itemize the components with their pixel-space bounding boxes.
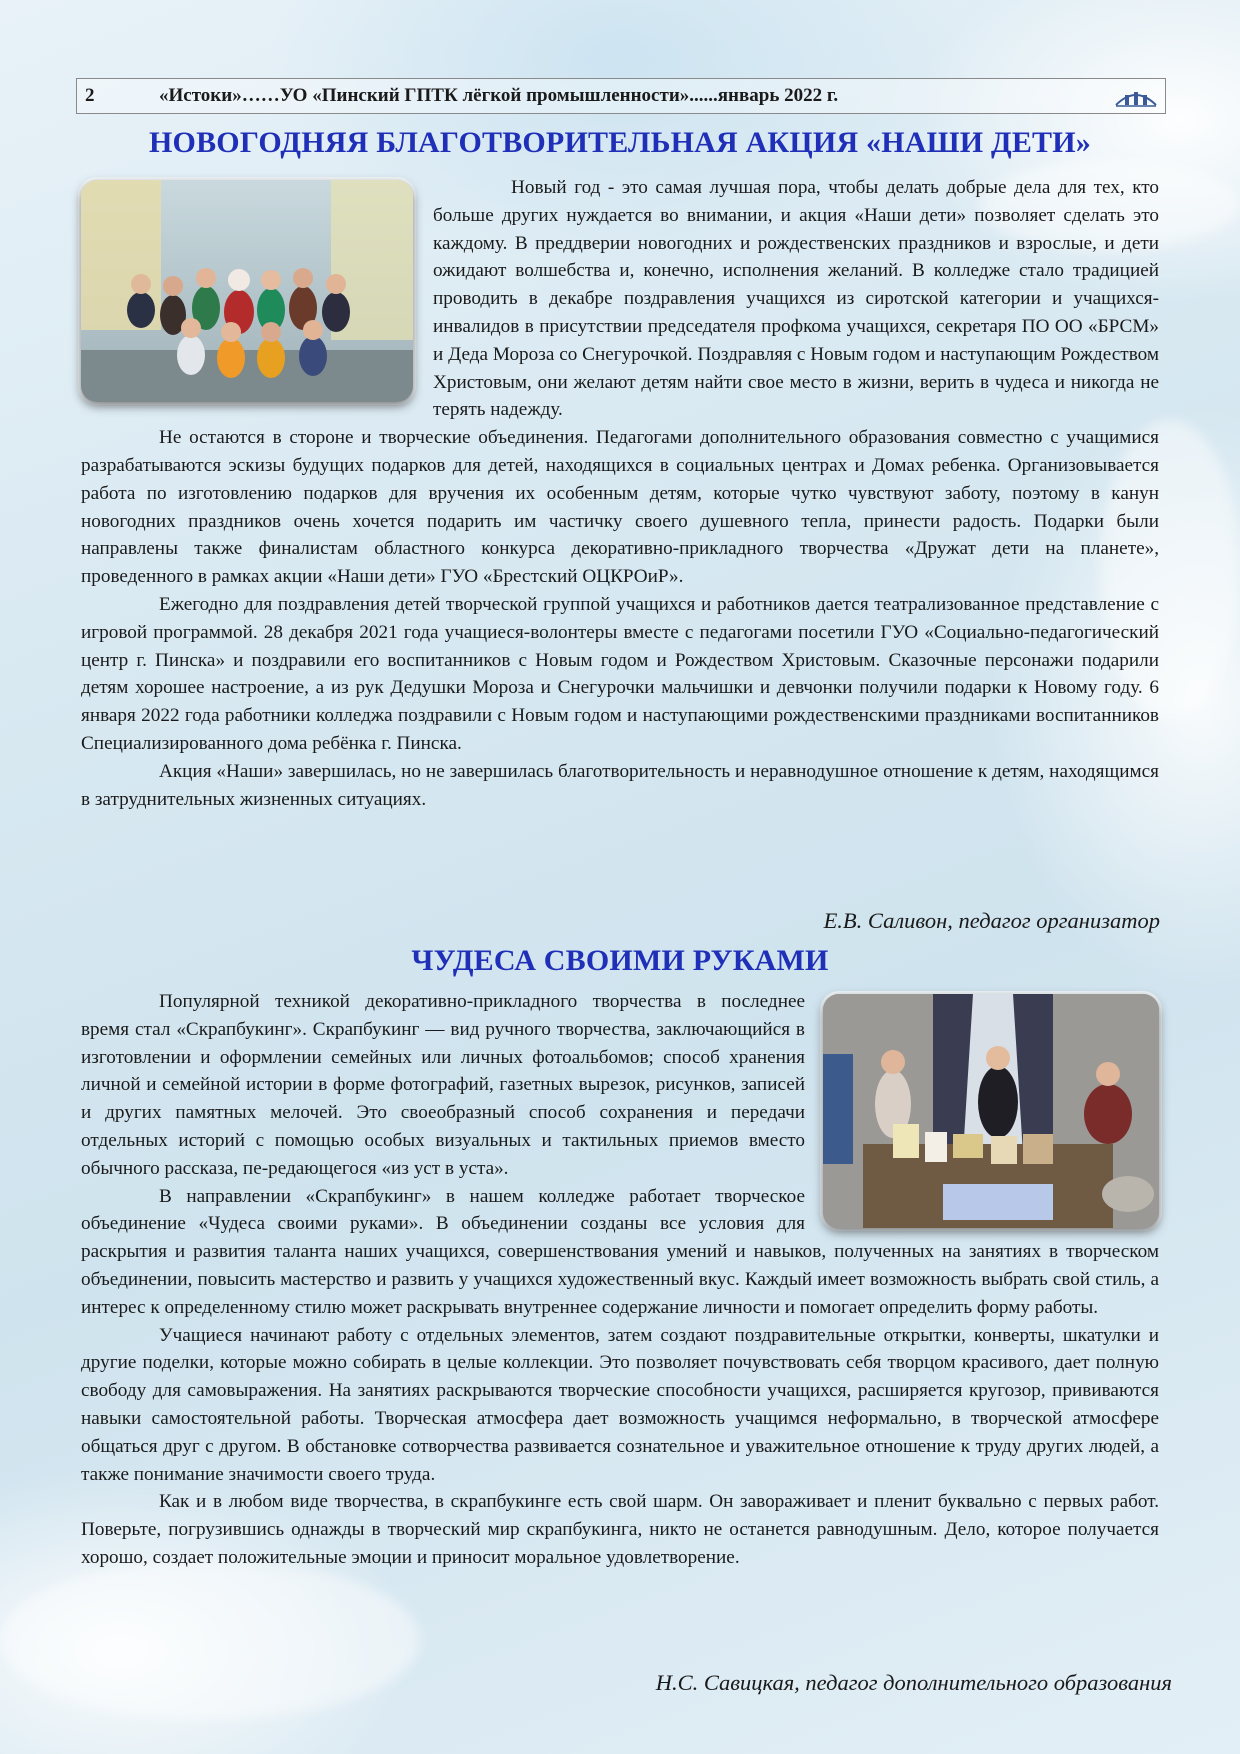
college-logo-icon — [1113, 83, 1159, 109]
article1-paragraph: Ежегодно для поздравления детей творческой группой учащихся и работников дается театрализованное представление с игровой программой. 28 декабря 2021 года учащиеся-волонтеры вместе с педагогами посетили ГУО «Социально-педагогический центр г. Пинска» и поздравили его воспитанников с Новым годом и Рождеством Христовым. Сказочные персонажи подарили детям хорошее настроение, а из рук Дедушки Мороза и Снегурочки мальчишки и девчонки получили подарки к Новому году. 6 января 2022 года работники колледжа поздравили с Новым годом и наступающими рождественскими праздниками воспитанников Специализированного дома ребёнка г. Пинска. — [81, 593, 1159, 754]
article2-body — [81, 988, 1159, 1572]
page-header — [76, 78, 1166, 114]
article2-paragraph: Учащиеся начинают работу с отдельных элементов, затем создают поздравительные открытки, конверты, шкатулки и другие поделки, которые можно собирать в целые коллекции. Это позволяет почувствовать себя творцом красивого, дает полную свободу для самовыражения. На занятиях раскрываются творческие способности учащихся, расширяется кругозор, прививаются навыки самостоятельной работы. Творческая атмосфера дает возможность учащимся неформально, в творческой атмосфере общаться друг с другом. В обстановке сотворчества развивается сознательное и уважительное отношение к труду других людей, а также понимание значимости своего труда. — [81, 1324, 1159, 1485]
article1-body — [81, 174, 1159, 813]
article2-paragraph: Как и в любом виде творчества, в скрапбукинге есть свой шарм. Он завораживает и пленит буквально с первых работ. Поверьте, погрузившись однажды в творческий мир скрапбукинга, никто не останется равнодушным. Дело, которое получается хорошо, создает положительные эмоции и приносит моральное удовлетворение. — [81, 1491, 1159, 1568]
header-text: «Истоки»……УО «Пинский ГПТК лёгкой промышленности»......январь 2022 г. — [159, 85, 839, 106]
article1-paragraph: Новый год - это самая лучшая пора, чтобы делать добрые дела для тех, кто больше других нуждается во внимании, и акция «Наши дети» позволяет сделать это каждому. В преддверии новогодних и рождественских праздников и взрослые, и дети ожидают волшебства и, конечно, исполнения желаний. В колледже стало традицией проводить в декабре поздравления учащихся из сиротской категории и учащихся-инвалидов в присутствии председателя профкома учащихся, секретаря ПО ОО «БРСМ» и Деда Мороза со Снегурочкой. Поздравляя с Новым годом и наступающим Рождеством Христовым, они желают детям найти свое место в жизни, верить в чудеса и никогда не терять надежду. — [433, 177, 1159, 421]
article1-signature: Е.В. Саливон, педагог организатор — [823, 908, 1160, 933]
exhibition-photo — [823, 994, 1159, 1228]
group-photo — [81, 180, 413, 402]
article2-signature: Н.С. Савицкая, педагог дополнительного образования — [655, 1670, 1172, 1695]
article1-paragraph: Акция «Наши» завершилась, но не завершилась благотворительность и неравнодушное отношение к детям, находящимся в затруднительных жизненных ситуациях. — [81, 760, 1159, 810]
page-number: 2 — [85, 85, 95, 106]
article1-paragraph: Не остаются в стороне и творческие объединения. Педагогами дополнительного образования совместно с учащимися разрабатываются эскизы будущих подарков для детей, находящихся в социальных центрах и Домах ребенка. Организовывается работа по изготовлению подарков для вручения их особенным детям, которые чутко чувствуют заботу, поэтому в канун новогодних праздников очень хочется подарить им частичку своего душевного тепла, принести радость. Подарки были направлены также финалистам областного конкурса декоративно-прикладного творчества «Дружат дети на планете», проведенного в рамках акции «Наши дети» ГУО «Брестский ОЦКРОиР». — [81, 427, 1159, 588]
article1-title: НОВОГОДНЯЯ БЛАГОТВОРИТЕЛЬНАЯ АКЦИЯ «НАШИ ДЕТИ» — [149, 126, 1091, 159]
article2-title: ЧУДЕСА СВОИМИ РУКАМИ — [411, 944, 829, 977]
article2-paragraph: Популярной техникой декоративно-прикладного творчества в последнее время стал «Скрапбукинг». Скрапбукинг — вид ручного творчества, заключающийся в изготовлении и оформлении семейных или личных фотоальбомов; способ хранения личной и семейной истории в форме фотографий, газетных вырезок, рисунков, записей и других памятных мелочей. Это своеобразный способ сохранения и передачи отдельных историй с помощью особых визуальных и тактильных приемов вместо обычного рассказа, пе-редающегося «из уст в уста». — [81, 991, 805, 1179]
article2-paragraph: В направлении «Скрапбукинг» в нашем колледже работает творческое объединение «Чудеса своими руками». В объединении созданы все условия для раскрытия и развития таланта наших учащихся, совершенствования умений и навыков, полученных на занятиях в творческом объединении, повысить мастерство и развить у учащихся художественный вкус. Каждый имеет возможность выбрать свой стиль, а интерес к определенному стилю может раскрывать внутреннее содержание личности и помогает определить форму работы. — [81, 1185, 1159, 1318]
